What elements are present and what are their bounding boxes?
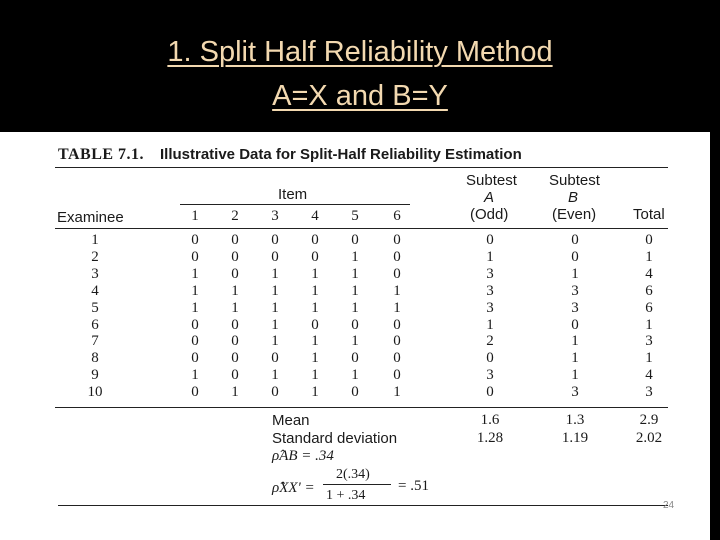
item-score: 1	[311, 299, 319, 316]
item-number: 6	[393, 208, 401, 224]
examinee-number: 8	[91, 350, 99, 367]
item-score: 1	[271, 265, 279, 282]
subtest-a-header-1: Subtest	[466, 172, 517, 189]
item-score: 0	[311, 232, 319, 248]
total-score: 1	[645, 248, 653, 265]
item-score: 0	[271, 232, 279, 248]
item-score: 1	[311, 384, 319, 401]
subtest-a-header-2: A	[484, 189, 495, 206]
sd-b: 1.19	[561, 430, 589, 446]
item-score: 0	[191, 350, 199, 367]
slide-title-area	[0, 0, 720, 132]
item-score: 1	[191, 282, 199, 299]
subtest-a-score: 2	[486, 333, 494, 350]
item-score: 1	[311, 367, 319, 384]
subtest-b-score: 3	[571, 299, 579, 316]
subtest-b-score: 0	[571, 232, 579, 248]
total-score: 4	[645, 367, 653, 384]
slide-title-line2: A=X and B=Y	[272, 80, 448, 112]
item-score: 1	[191, 299, 199, 316]
fraction-bar	[323, 484, 391, 485]
item-number: 3	[271, 208, 279, 224]
item-score: 1	[351, 299, 359, 316]
item-score: 0	[351, 232, 359, 248]
subtest-b-score: 1	[571, 333, 579, 350]
formula-numerator: 2(.34)	[336, 467, 370, 482]
item-score: 1	[351, 248, 359, 265]
item-score: 1	[393, 299, 401, 316]
item-score: 0	[393, 367, 401, 384]
item-score: 0	[271, 350, 279, 367]
body-rule	[55, 407, 668, 408]
total-score: 1	[645, 350, 653, 367]
table-caption: Illustrative Data for Split-Half Reliability Estimation	[160, 146, 522, 163]
subtest-a-score: 0	[486, 232, 494, 248]
examinee-number: 3	[91, 265, 99, 282]
item-score: 0	[231, 232, 239, 248]
sd-a: 1.28	[476, 430, 504, 446]
item-score: 0	[231, 316, 239, 333]
subtest-b-score: 3	[571, 384, 579, 401]
item-number: 4	[311, 208, 319, 224]
item-score: 1	[231, 282, 239, 299]
item-score: 0	[311, 316, 319, 333]
item-score: 1	[351, 333, 359, 350]
item-score: 0	[393, 333, 401, 350]
total-score: 4	[645, 265, 653, 282]
mean-label: Mean	[272, 412, 310, 429]
total-score: 6	[645, 282, 653, 299]
total-score: 0	[645, 232, 653, 248]
item-score: 0	[393, 316, 401, 333]
subtest-a-score: 0	[486, 384, 494, 401]
page-number: 24	[663, 500, 675, 511]
subtest-b-header-1: Subtest	[549, 172, 600, 189]
item-score: 0	[231, 367, 239, 384]
item-score: 0	[393, 248, 401, 265]
table-label: TABLE 7.1.	[58, 146, 145, 163]
subtest-b-score: 1	[571, 367, 579, 384]
total-score: 1	[645, 316, 653, 333]
subtest-b-header-2: B	[568, 189, 579, 206]
item-score: 0	[351, 350, 359, 367]
item-score: 0	[393, 232, 401, 248]
item-score: 1	[311, 350, 319, 367]
item-group-rule	[180, 204, 410, 205]
subtest-b-score: 1	[571, 265, 579, 282]
item-score: 1	[393, 384, 401, 401]
subtest-a-score: 1	[486, 248, 494, 265]
mean-a: 1.6	[480, 412, 500, 428]
item-score: 1	[393, 282, 401, 299]
item-score: 1	[351, 265, 359, 282]
item-score: 1	[271, 333, 279, 350]
item-number: 1	[191, 208, 199, 224]
subtest-a-header-3: (Odd)	[470, 206, 509, 223]
item-score: 1	[271, 299, 279, 316]
examinee-number: 10	[87, 384, 103, 401]
total-score: 3	[645, 384, 653, 401]
item-score: 0	[311, 248, 319, 265]
examinee-number: 4	[91, 282, 99, 299]
item-score: 0	[351, 316, 359, 333]
rho-ab: ρ̂AB = .34	[272, 448, 334, 464]
total-score: 3	[645, 333, 653, 350]
item-header: Item	[278, 186, 308, 203]
item-score: 1	[191, 265, 199, 282]
item-score: 0	[231, 333, 239, 350]
sd-total: 2.02	[635, 430, 663, 446]
item-score: 1	[271, 316, 279, 333]
subtest-a-score: 3	[486, 265, 494, 282]
header-rule	[55, 228, 668, 229]
examinee-number: 9	[91, 367, 99, 384]
formula-denominator: 1 + .34	[326, 488, 366, 503]
item-score: 0	[393, 265, 401, 282]
item-score: 1	[351, 282, 359, 299]
examinee-header: Examinee	[57, 209, 124, 226]
item-score: 1	[311, 282, 319, 299]
subtest-a-score: 0	[486, 350, 494, 367]
table-image	[0, 132, 710, 540]
item-score: 0	[191, 232, 199, 248]
formula-lhs: ρ̂XX' =	[272, 480, 315, 496]
examinee-number: 7	[91, 333, 99, 350]
item-score: 1	[311, 333, 319, 350]
item-score: 0	[231, 265, 239, 282]
top-rule	[55, 167, 668, 168]
item-score: 0	[271, 384, 279, 401]
subtest-a-score: 3	[486, 367, 494, 384]
item-score: 0	[351, 384, 359, 401]
examinee-number: 2	[91, 248, 99, 265]
formula-result: = .51	[398, 478, 429, 494]
item-score: 0	[231, 350, 239, 367]
subtest-a-score: 1	[486, 316, 494, 333]
examinee-number: 6	[91, 316, 99, 333]
bottom-rule	[58, 505, 668, 506]
item-score: 0	[191, 384, 199, 401]
examinee-number: 1	[91, 232, 99, 248]
item-score: 1	[311, 265, 319, 282]
item-score: 1	[271, 367, 279, 384]
item-score: 0	[393, 350, 401, 367]
item-score: 1	[231, 299, 239, 316]
item-score: 1	[191, 367, 199, 384]
subtest-b-header-3: (Even)	[552, 206, 597, 223]
item-score: 0	[271, 248, 279, 265]
subtest-b-score: 0	[571, 316, 579, 333]
item-number: 2	[231, 208, 239, 224]
slide-title-line1: 1. Split Half Reliability Method	[167, 36, 553, 68]
item-score: 0	[191, 316, 199, 333]
subtest-b-score: 0	[571, 248, 579, 265]
subtest-b-score: 1	[571, 350, 579, 367]
item-score: 0	[191, 333, 199, 350]
subtest-a-score: 3	[486, 299, 494, 316]
slide-edge	[710, 132, 720, 540]
total-header: Total	[633, 206, 665, 223]
total-score: 6	[645, 299, 653, 316]
item-score: 1	[351, 367, 359, 384]
examinee-number: 5	[91, 299, 99, 316]
sd-label: Standard deviation	[272, 430, 398, 447]
item-score: 1	[271, 282, 279, 299]
subtest-b-score: 3	[571, 282, 579, 299]
item-number: 5	[351, 208, 359, 224]
item-score: 1	[231, 384, 239, 401]
mean-b: 1.3	[565, 412, 585, 428]
mean-total: 2.9	[639, 412, 659, 428]
item-score: 0	[231, 248, 239, 265]
subtest-a-score: 3	[486, 282, 494, 299]
item-score: 0	[191, 248, 199, 265]
